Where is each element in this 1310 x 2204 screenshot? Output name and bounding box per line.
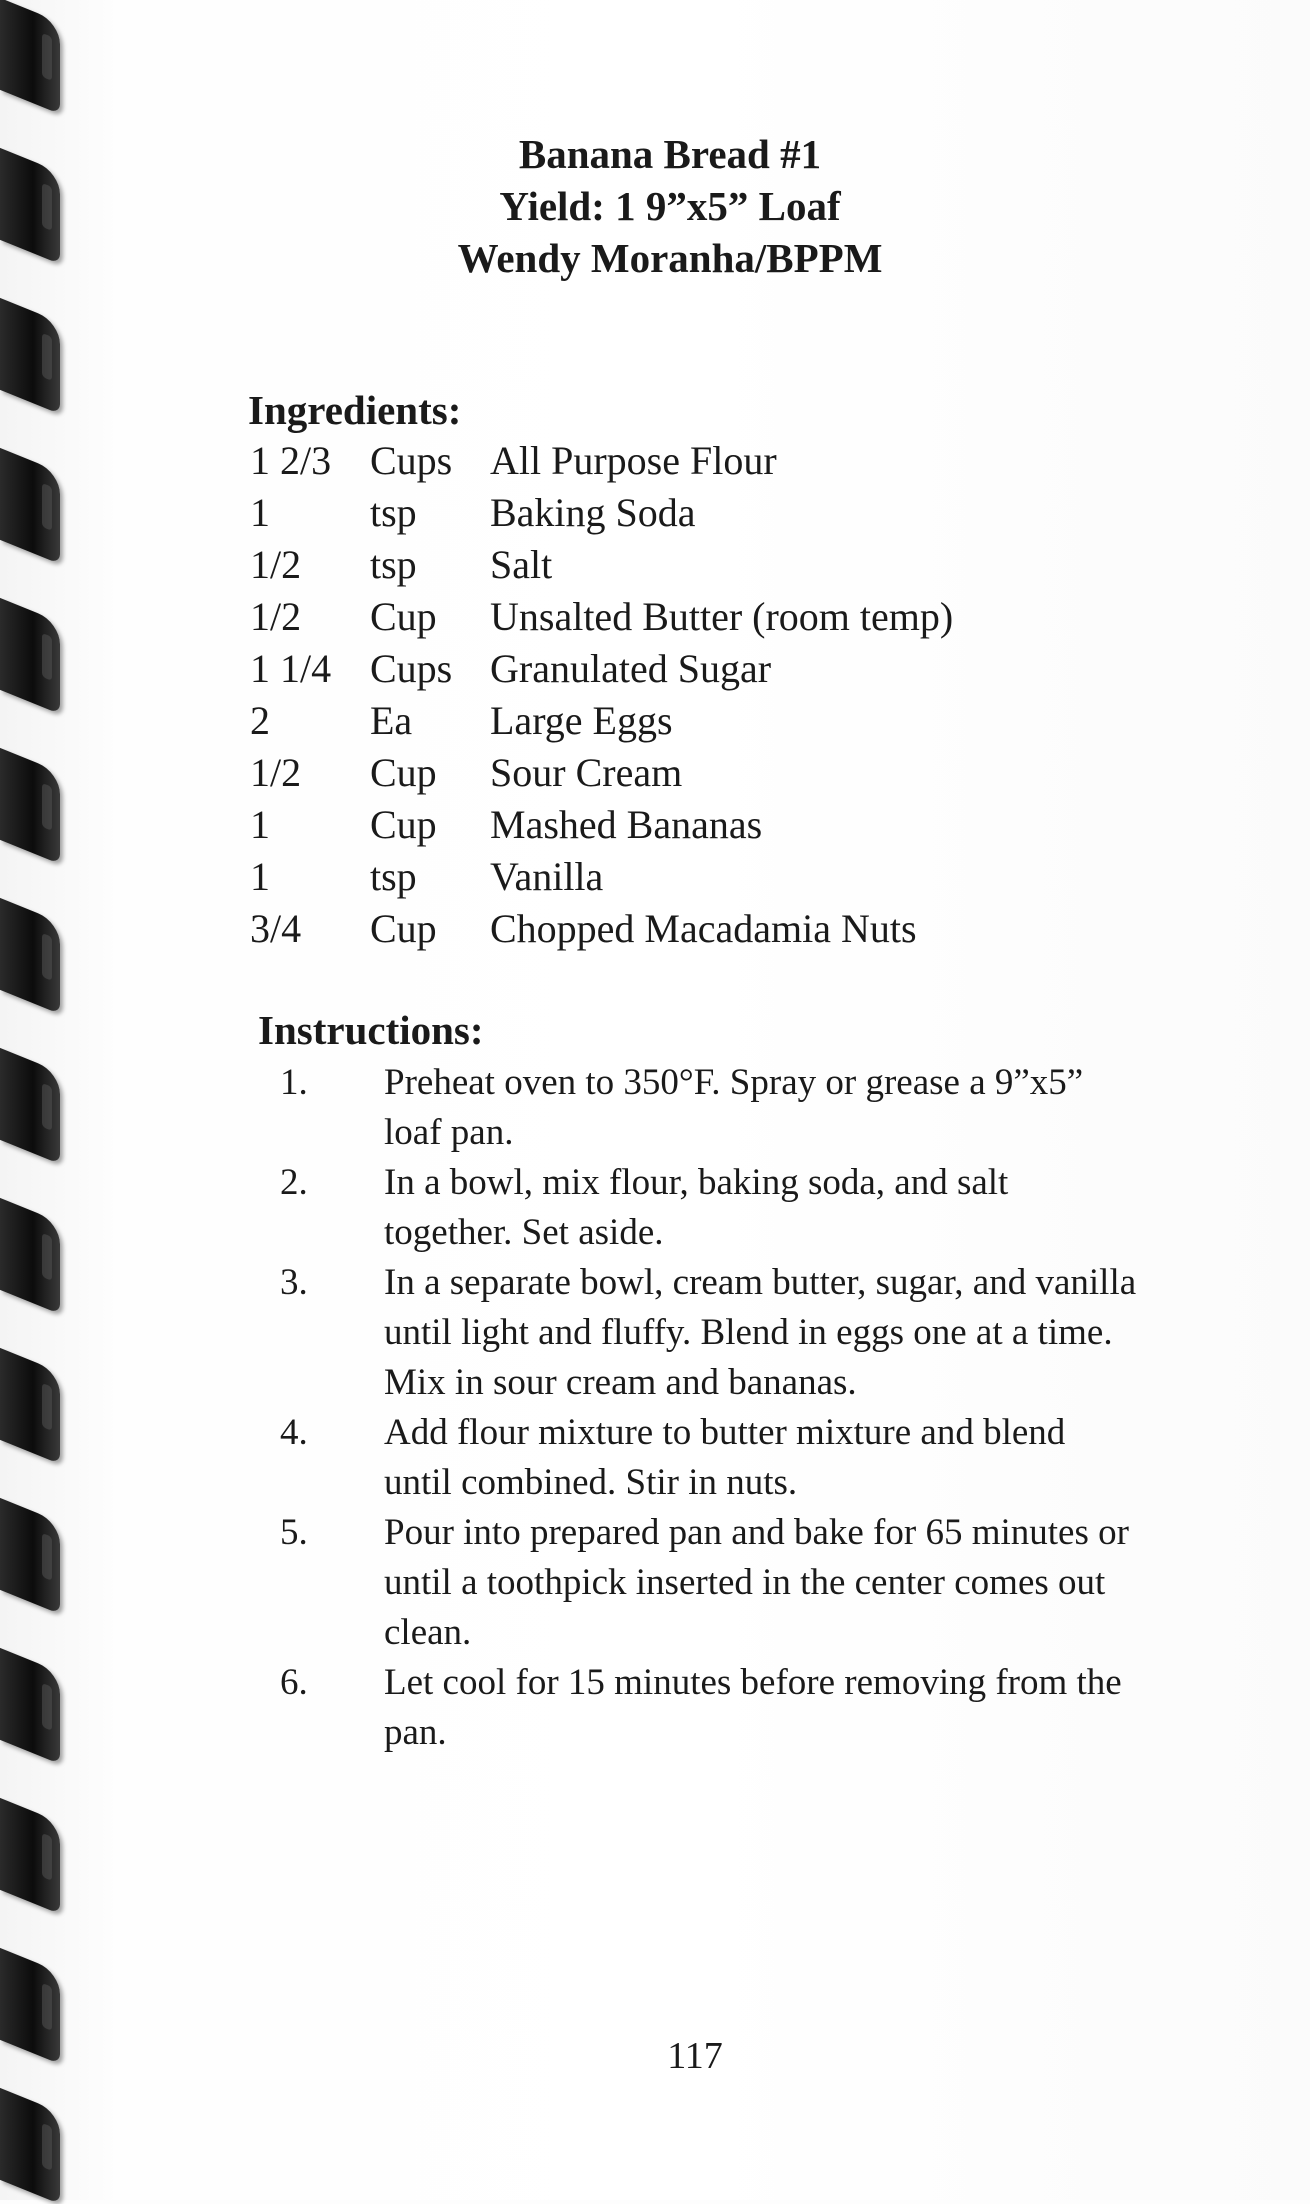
- ingredient-unit: Cup: [370, 802, 437, 847]
- step-text: Add flour mixture to butter mixture and blend until combined. Stir in nuts.: [384, 1412, 1066, 1503]
- ingredient-unit: Cup: [370, 594, 437, 639]
- instruction-step: [278, 1058, 1138, 1158]
- step-number: 5.: [280, 1512, 308, 1553]
- ingredient-name: Granulated Sugar: [490, 646, 772, 691]
- ingredient-quantity: 1: [250, 854, 270, 899]
- binding-coil: [0, 148, 60, 264]
- ingredient-unit: Ea: [370, 698, 413, 743]
- ingredient-name: Unsalted Butter (room temp): [490, 594, 954, 639]
- binding-coil: [0, 898, 60, 1014]
- step-number: 6.: [280, 1662, 308, 1703]
- ingredient-name: Large Eggs: [490, 698, 673, 743]
- ingredient-name: All Purpose Flour: [490, 438, 777, 483]
- ingredient-unit: Cups: [370, 646, 453, 691]
- ingredient-name: Baking Soda: [490, 490, 696, 535]
- step-text: Pour into prepared pan and bake for 65 minutes or until a toothpick inserted in the center comes out clean.: [384, 1512, 1129, 1653]
- step-text: In a bowl, mix flour, baking soda, and salt together. Set aside.: [384, 1162, 1009, 1253]
- ingredients-heading: Ingredients:: [248, 387, 462, 433]
- binding-coil: [0, 298, 60, 414]
- instruction-step: [278, 1158, 1138, 1258]
- ingredient-unit: tsp: [370, 542, 417, 587]
- ingredient-unit: Cup: [370, 750, 437, 795]
- ingredient-quantity: 1 1/4: [250, 646, 332, 691]
- ingredient-name: Mashed Bananas: [490, 802, 763, 847]
- instructions-heading: Instructions:: [258, 1007, 484, 1053]
- binding-coil: [0, 448, 60, 564]
- binding-coil: [0, 1948, 60, 2064]
- instruction-step: [278, 1658, 1138, 1758]
- recipe-title: Banana Bread #1: [518, 131, 822, 177]
- step-number: 2.: [280, 1162, 308, 1203]
- recipe-author: Wendy Moranha/BPPM: [457, 235, 883, 281]
- step-number: 1.: [280, 1062, 308, 1103]
- ingredient-unit: Cups: [370, 438, 453, 483]
- ingredient-quantity: 1: [250, 490, 270, 535]
- ingredient-quantity: 3/4: [250, 906, 302, 951]
- binding-coil: [0, 748, 60, 864]
- page-number: 117: [667, 2035, 723, 2077]
- binding-coil: [0, 1348, 60, 1464]
- instructions-list: [278, 1058, 1138, 1758]
- step-number: 4.: [280, 1412, 308, 1453]
- ingredient-name: Chopped Macadamia Nuts: [490, 906, 917, 951]
- instruction-step: [278, 1258, 1138, 1408]
- ingredient-quantity: 1: [250, 802, 270, 847]
- binding-coil: [0, 0, 60, 114]
- instruction-step: [278, 1508, 1138, 1658]
- ingredient-quantity: 1/2: [250, 594, 302, 639]
- step-text: Preheat oven to 350°F. Spray or grease a 9”x5” loaf pan.: [384, 1062, 1084, 1153]
- ingredient-name: Salt: [490, 542, 553, 587]
- recipe-yield: Yield: 1 9”x5” Loaf: [499, 183, 841, 229]
- binding-coil: [0, 1198, 60, 1314]
- ingredient-unit: Cup: [370, 906, 437, 951]
- ingredient-quantity: 1/2: [250, 542, 302, 587]
- binding-coil: [0, 1048, 60, 1164]
- ingredient-name: Vanilla: [490, 854, 604, 899]
- step-text: Let cool for 15 minutes before removing from the pan.: [384, 1662, 1122, 1753]
- ingredient-quantity: 1 2/3: [250, 438, 332, 483]
- ingredient-unit: tsp: [370, 854, 417, 899]
- binding-coil: [0, 1648, 60, 1764]
- step-text: In a separate bowl, cream butter, sugar, and vanilla until light and fluffy. Blend in eggs one at a time. Mix in sour cream and bananas.: [384, 1262, 1137, 1403]
- ingredient-unit: tsp: [370, 490, 417, 535]
- binding-coil: [0, 2088, 60, 2204]
- ingredient-name: Sour Cream: [490, 750, 683, 795]
- ingredient-quantity: 1/2: [250, 750, 302, 795]
- binding-coil: [0, 1798, 60, 1914]
- recipe-header: [360, 128, 980, 284]
- step-number: 3.: [280, 1262, 308, 1303]
- instruction-step: [278, 1408, 1138, 1508]
- binding-coil: [0, 1498, 60, 1614]
- spiral-binding: [0, 0, 110, 2200]
- binding-coil: [0, 598, 60, 714]
- ingredient-quantity: 2: [250, 698, 270, 743]
